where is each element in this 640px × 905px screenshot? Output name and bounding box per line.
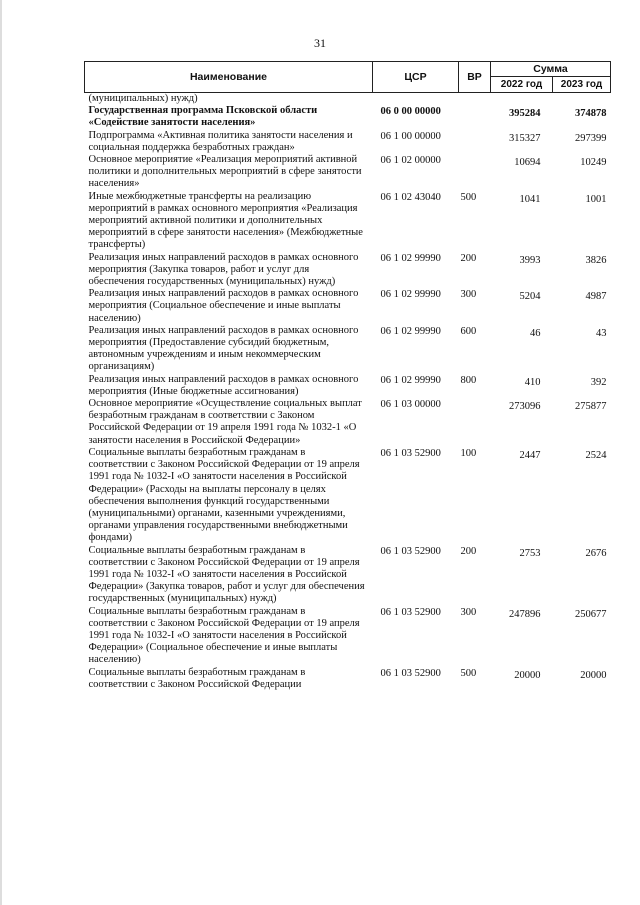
row-csr-text: 06 1 02 43040 — [380, 191, 441, 203]
row-amount-2022-text: 247896 — [509, 608, 541, 620]
row-amount-2022-text: 410 — [524, 376, 541, 388]
table-row — [85, 130, 611, 154]
row-amount-2023-cell — [553, 191, 611, 252]
row-amount-2022-text — [491, 93, 541, 96]
row-amount-2022-cell — [491, 154, 553, 191]
row-csr-cell — [373, 606, 459, 667]
row-vr-text — [461, 93, 491, 94]
row-amount-2023-cell — [553, 325, 611, 374]
row-amount-2023-cell — [553, 447, 611, 545]
row-amount-2023-cell — [553, 130, 611, 154]
row-csr-text — [381, 93, 459, 94]
row-amount-2022-text: 2753 — [519, 547, 541, 559]
row-amount-2023-cell — [553, 93, 611, 106]
row-amount-2023-text: 374878 — [575, 108, 607, 120]
row-amount-2022-cell — [491, 606, 553, 667]
row-vr-text — [461, 130, 491, 131]
table-row — [85, 105, 611, 129]
row-amount-2022-cell — [491, 545, 553, 606]
row-csr-cell — [373, 93, 459, 106]
row-vr-cell — [459, 154, 491, 191]
row-amount-2022-text: 20000 — [514, 669, 541, 681]
row-csr-cell — [373, 667, 459, 691]
row-amount-2022-text: 2447 — [519, 449, 541, 461]
table-body — [85, 93, 611, 691]
row-vr-cell — [459, 105, 491, 129]
row-vr-text — [461, 398, 491, 399]
row-csr-cell — [373, 325, 459, 374]
row-vr-cell — [459, 545, 491, 606]
table-row — [85, 667, 611, 691]
row-name-cell: Государственная программа Псковской области «Содействие занятости населения» — [88, 105, 318, 129]
header-name: Наименование — [85, 62, 373, 93]
row-amount-2023-text: 20000 — [580, 669, 607, 681]
row-name-cell: Реализация иных направлений расходов в рамках основного мероприятия (Закупка товаров, работ и услуг для обеспечения государственных (муниципальных) нужд) — [88, 251, 359, 288]
table-row — [85, 447, 611, 545]
page-number: 31 — [314, 36, 326, 50]
row-vr-text: 300 — [460, 289, 477, 301]
header-sum: Сумма — [491, 62, 611, 77]
row-amount-2022-text: 1041 — [519, 193, 541, 205]
row-amount-2023-text: 2524 — [585, 449, 607, 461]
row-amount-2023-text: 392 — [590, 376, 607, 388]
row-csr-cell — [373, 288, 459, 325]
row-csr-text: 06 1 02 00000 — [380, 155, 441, 167]
row-vr-cell — [459, 667, 491, 691]
row-amount-2023-text: 3826 — [585, 254, 607, 266]
row-csr-text: 06 1 03 52900 — [380, 667, 441, 679]
row-csr-cell — [373, 130, 459, 154]
row-csr-text: 06 1 03 52900 — [380, 447, 441, 459]
header-csr: ЦСР — [373, 62, 459, 93]
row-amount-2022-cell — [491, 374, 553, 398]
row-amount-2022-text: 3993 — [519, 254, 541, 266]
row-amount-2023-text: 1001 — [585, 193, 607, 205]
row-amount-2023-text: 4987 — [585, 291, 607, 303]
table-row — [85, 93, 611, 106]
row-amount-2022-cell — [491, 130, 553, 154]
row-amount-2022-cell — [491, 447, 553, 545]
header-vr: ВР — [459, 62, 491, 93]
row-name-cell: Социальные выплаты безработным гражданам в соответствии с Законом Российской Федерации от 19 апреля 1991 года № 1032-I «О занятости населения в Российской Федерации» (Социальное обеспечение и иные выплаты населению) — [88, 605, 360, 666]
row-amount-2023-text: 43 — [596, 327, 607, 339]
row-amount-2022-text: 5204 — [519, 291, 541, 303]
row-name-cell: Социальные выплаты безработным гражданам в соответствии с Законом Российской Федерации от 19 апреля 1991 года № 1032-I «О занятости населения в Российской Федерации» (Закупка товаров, работ и услуг для обеспечения государственных (муниципальных) нужд) — [88, 544, 365, 605]
row-vr-text: 200 — [460, 545, 477, 557]
page-edge — [0, 0, 2, 905]
table-row — [85, 398, 611, 447]
row-vr-cell — [459, 191, 491, 252]
row-csr-text: 06 1 03 52900 — [380, 545, 441, 557]
row-amount-2022-cell — [491, 398, 553, 447]
row-vr-cell — [459, 606, 491, 667]
row-vr-cell — [459, 398, 491, 447]
row-amount-2022-cell — [491, 667, 553, 691]
table-row — [85, 374, 611, 398]
row-name-cell: Социальные выплаты безработным гражданам в соответствии с Законом Российской Федерации от 19 апреля 1991 года № 1032-I «О занятости населения в Российской Федерации» (Расходы на выплаты персоналу в целях обеспечения выполнения функций государственными (муниципальными) органами, казенными учреждениями, органами управления государственными внебюджетными фондами) — [88, 446, 360, 544]
row-amount-2023-cell — [553, 252, 611, 289]
row-name-cell: Социальные выплаты безработным гражданам в соответствии с Законом Российской Федерации — [88, 666, 306, 690]
row-amount-2022-text: 395284 — [509, 108, 541, 120]
table-row — [85, 154, 611, 191]
row-amount-2022-text: 273096 — [509, 401, 541, 413]
row-name-cell: (муниципальных) нужд) — [88, 93, 198, 104]
row-csr-cell — [373, 191, 459, 252]
row-name-cell: Реализация иных направлений расходов в рамках основного мероприятия (Предоставление субсидий бюджетным, автономным учреждениям и иным некоммерческим организациям) — [88, 324, 359, 373]
row-csr-text: 06 1 02 99990 — [380, 252, 441, 264]
table-header — [85, 62, 611, 93]
row-amount-2023-text: 250677 — [575, 608, 607, 620]
row-csr-text: 06 1 03 52900 — [380, 606, 441, 618]
row-vr-cell — [459, 130, 491, 154]
row-vr-text: 500 — [460, 667, 477, 679]
row-vr-text: 500 — [460, 191, 477, 203]
row-amount-2022-text: 315327 — [509, 132, 541, 144]
row-amount-2023-cell — [553, 606, 611, 667]
row-csr-cell — [373, 374, 459, 398]
row-vr-cell — [459, 374, 491, 398]
row-csr-text: 06 1 02 99990 — [380, 289, 441, 301]
row-vr-cell — [459, 252, 491, 289]
row-amount-2022-cell — [491, 93, 553, 106]
row-vr-text — [461, 105, 491, 106]
row-vr-cell — [459, 93, 491, 106]
row-csr-cell — [373, 398, 459, 447]
header-year-2022: 2022 год — [491, 77, 553, 93]
row-vr-text: 600 — [460, 325, 477, 337]
budget-table-container — [84, 61, 610, 691]
table-row — [85, 191, 611, 252]
budget-table — [84, 61, 611, 691]
row-vr-cell — [459, 325, 491, 374]
row-amount-2023-cell — [553, 154, 611, 191]
row-csr-text: 06 0 00 00000 — [380, 106, 441, 118]
row-amount-2023-cell — [553, 667, 611, 691]
row-csr-cell — [373, 252, 459, 289]
table-row — [85, 252, 611, 289]
row-csr-text: 06 1 00 00000 — [380, 130, 441, 142]
row-csr-cell — [373, 105, 459, 129]
row-amount-2022-cell — [491, 105, 553, 129]
row-vr-cell — [459, 447, 491, 545]
row-amount-2022-cell — [491, 325, 553, 374]
row-name-cell: Реализация иных направлений расходов в рамках основного мероприятия (Социальное обеспечение и иные выплаты населению) — [88, 288, 359, 324]
row-csr-text: 06 1 03 00000 — [380, 399, 441, 411]
row-name-cell: Основное мероприятие «Осуществление социальных выплат безработным гражданам в соответствии с Законом Российской Федерации от 19 апреля 1991 года № 1032-1 «О занятости населения в Российской Федерации» — [88, 398, 362, 446]
row-amount-2022-text: 46 — [530, 327, 541, 339]
row-vr-text: 200 — [460, 252, 477, 264]
row-amount-2023-cell — [553, 374, 611, 398]
row-amount-2023-cell — [553, 545, 611, 606]
row-amount-2022-cell — [491, 252, 553, 289]
row-name-cell: Реализация иных направлений расходов в рамках основного мероприятия (Иные бюджетные ассигнования) — [88, 373, 359, 397]
row-vr-text: 300 — [460, 606, 477, 618]
row-vr-text — [461, 154, 491, 155]
row-amount-2022-cell — [491, 288, 553, 325]
table-row — [85, 288, 611, 325]
row-amount-2023-cell — [553, 398, 611, 447]
row-amount-2023-text: 275877 — [575, 401, 607, 413]
row-name-cell: Основное мероприятие «Реализация мероприятий активной политики и дополнительных мероприятий в сфере занятости населения» — [88, 154, 362, 190]
row-vr-cell — [459, 288, 491, 325]
row-csr-cell — [373, 447, 459, 545]
row-amount-2023-text — [553, 93, 607, 96]
row-csr-text: 06 1 02 99990 — [380, 325, 441, 337]
table-row — [85, 545, 611, 606]
row-csr-cell — [373, 154, 459, 191]
row-amount-2022-text: 10694 — [514, 157, 541, 169]
table-row — [85, 606, 611, 667]
header-year-2023: 2023 год — [553, 77, 611, 93]
row-amount-2023-cell — [553, 288, 611, 325]
row-amount-2023-text: 297399 — [575, 132, 607, 144]
row-vr-text: 100 — [460, 447, 477, 459]
row-name-cell: Иные межбюджетные трансферты на реализацию мероприятий в рамках основного мероприятия «Реализация мероприятий активной политики и дополнительных мероприятий в сфере занятости населения» (Межбюджетные трансферты) — [88, 190, 363, 251]
row-amount-2023-text: 2676 — [585, 547, 607, 559]
row-amount-2023-cell — [553, 105, 611, 129]
row-amount-2023-text: 10249 — [580, 157, 607, 169]
row-csr-cell — [373, 545, 459, 606]
row-amount-2022-cell — [491, 191, 553, 252]
row-name-cell: Подпрограмма «Активная политика занятости населения и социальная поддержка безработных граждан» — [88, 129, 353, 153]
table-row — [85, 325, 611, 374]
row-csr-text: 06 1 02 99990 — [380, 374, 441, 386]
row-vr-text: 800 — [460, 374, 477, 386]
